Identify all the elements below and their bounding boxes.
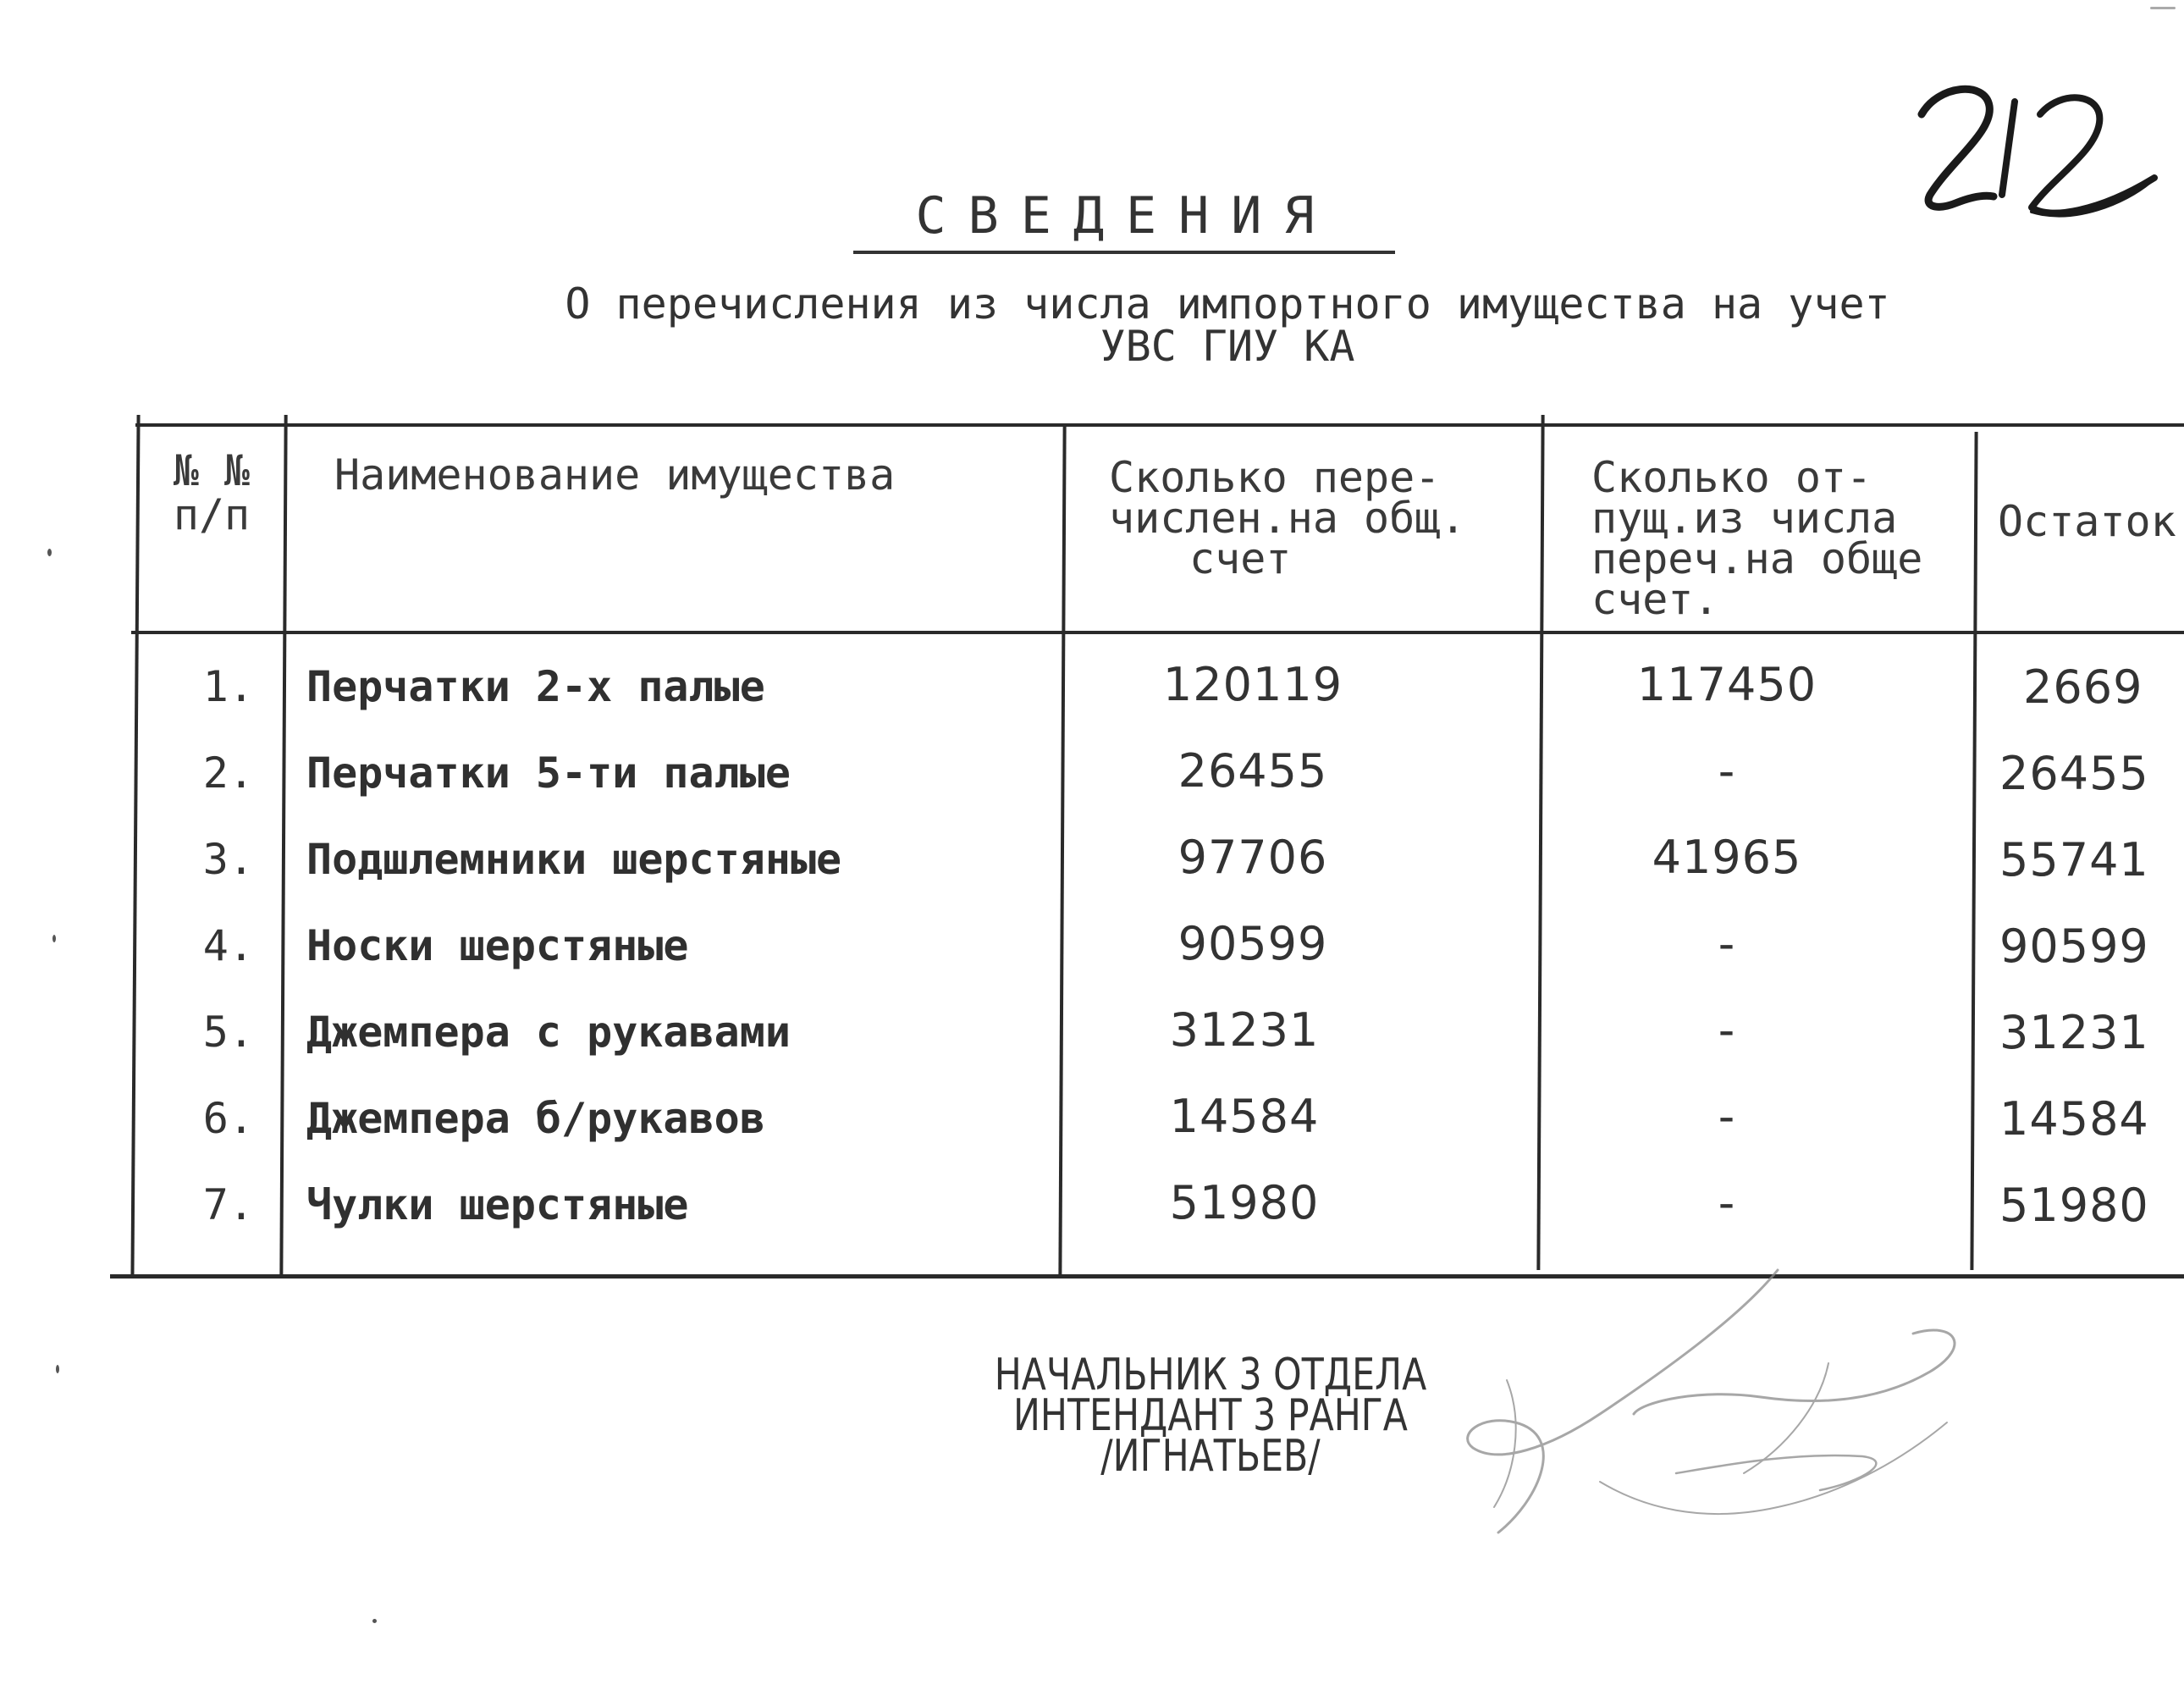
column-divider-2 xyxy=(1058,423,1066,1279)
ledger-table xyxy=(127,415,2184,1279)
row-released: 41965 xyxy=(1652,831,1802,884)
table-top-border xyxy=(135,423,2184,427)
row-remainder: 51980 xyxy=(1999,1179,2149,1232)
row-transferred: 51980 xyxy=(1169,1176,1320,1229)
handwritten-signature xyxy=(1422,1253,1998,1592)
row-transferred: 90599 xyxy=(1177,917,1328,970)
handwritten-page-number xyxy=(1905,68,2159,254)
row-released: - xyxy=(1718,1003,1736,1057)
row-remainder: 31231 xyxy=(1999,1006,2149,1059)
header-bottom-border xyxy=(131,631,2184,634)
column-divider-left xyxy=(130,415,140,1279)
document-title: СВЕДЕНИЯ xyxy=(915,186,1337,246)
row-remainder: 55741 xyxy=(1999,833,2149,886)
row-name: Джемпера б/рукавов xyxy=(306,1094,765,1143)
scan-speck xyxy=(2150,7,2176,9)
row-released: - xyxy=(1718,917,1736,970)
scan-speck xyxy=(56,1365,59,1373)
row-number: 3. xyxy=(202,835,254,884)
header-remainder: Остаток xyxy=(1998,497,2176,546)
header-released: Сколько от- пущ.из числа переч.на обще счет. xyxy=(1591,453,1923,624)
row-name: Носки шерстяные xyxy=(306,921,689,970)
signature-name: /ИГНАТЬЕВ/ xyxy=(1100,1431,1321,1482)
row-name: Чулки шерстяные xyxy=(306,1180,689,1229)
row-name: Джемпера с рукавами xyxy=(306,1008,791,1057)
subtitle-line-1: О перечисления из числа импортного имущества на учет xyxy=(565,279,1890,329)
header-name: Наименование имущества xyxy=(334,450,896,500)
row-remainder: 90599 xyxy=(1999,920,2149,973)
signature-rank: ИНТЕНДАНТ 3 РАНГА xyxy=(1013,1390,1408,1441)
row-number: 6. xyxy=(202,1094,254,1143)
row-transferred: 26455 xyxy=(1177,744,1328,798)
row-name: Подшлемники шерстяные xyxy=(306,835,842,884)
title-underline xyxy=(853,251,1395,254)
header-number: № № п/п xyxy=(173,446,251,539)
column-divider-1 xyxy=(279,415,287,1279)
row-transferred: 120119 xyxy=(1162,658,1343,711)
row-remainder: 14584 xyxy=(1999,1092,2149,1146)
row-released: 117450 xyxy=(1636,658,1817,711)
row-transferred: 31231 xyxy=(1169,1003,1320,1057)
row-released: - xyxy=(1718,1176,1736,1229)
row-number: 2. xyxy=(202,748,254,798)
row-remainder: 26455 xyxy=(1999,747,2149,800)
scan-speck xyxy=(372,1619,377,1623)
row-name: Перчатки 2-х палые xyxy=(306,662,765,711)
document-subtitle xyxy=(457,279,1998,371)
column-divider-3 xyxy=(1536,415,1544,1270)
signature-block xyxy=(974,1350,1447,1482)
row-remainder: 2669 xyxy=(2023,660,2143,714)
row-number: 4. xyxy=(202,921,254,970)
scan-speck xyxy=(47,549,52,556)
signature-title: НАЧАЛЬНИК 3 ОТДЕЛА xyxy=(994,1350,1427,1400)
row-released: - xyxy=(1718,744,1736,798)
row-number: 5. xyxy=(202,1008,254,1057)
row-number: 1. xyxy=(202,662,254,711)
row-name: Перчатки 5-ти палые xyxy=(306,748,791,798)
row-transferred: 97706 xyxy=(1177,831,1328,884)
row-number: 7. xyxy=(202,1180,254,1229)
subtitle-line-2: УВС ГИУ КА xyxy=(1100,322,1355,371)
row-released: - xyxy=(1718,1090,1736,1143)
scan-speck xyxy=(52,935,56,942)
header-transferred: Сколько пере- числен.на общ. счет xyxy=(1109,453,1466,583)
row-transferred: 14584 xyxy=(1169,1090,1320,1143)
